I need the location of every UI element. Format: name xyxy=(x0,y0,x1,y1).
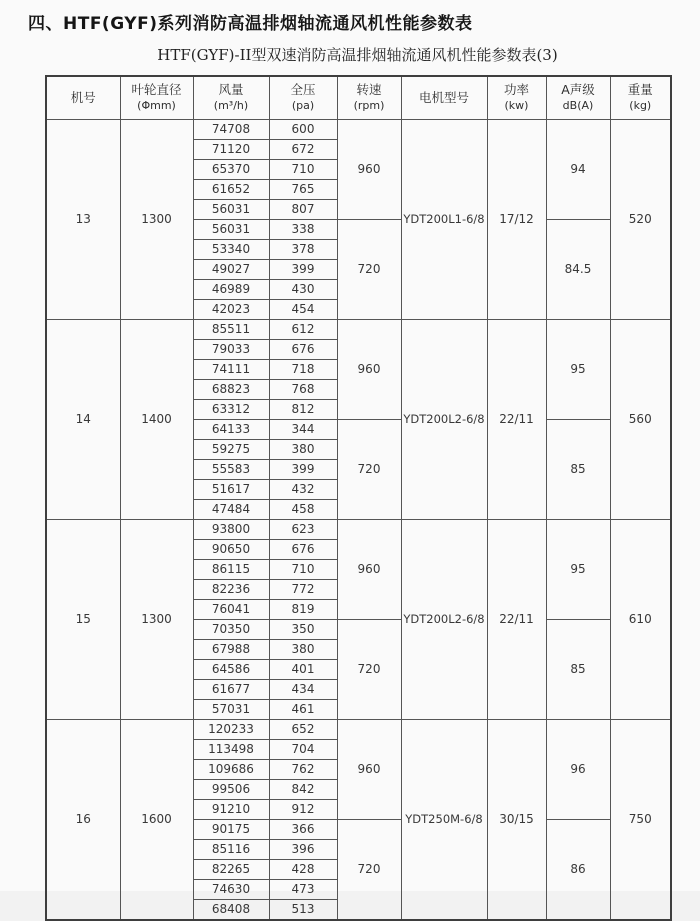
cell-air-volume: 85511 xyxy=(193,319,269,339)
cell-air-volume: 93800 xyxy=(193,519,269,539)
table-row xyxy=(46,119,671,139)
cell-air-volume: 99506 xyxy=(193,779,269,799)
column-label-speed: 转速 xyxy=(356,82,382,98)
cell-air-volume: 61652 xyxy=(193,179,269,199)
page-title: 四、HTF(GYF)系列消防高温排烟轴流通风机性能参数表 xyxy=(28,14,473,34)
cell-speed: 720 xyxy=(337,819,401,920)
cell-air-volume: 90650 xyxy=(193,539,269,559)
column-label-air-volume: 风量 xyxy=(218,82,244,98)
cell-total-pressure: 718 xyxy=(269,359,337,379)
cell-motor-model: YDT200L2-6/8 xyxy=(401,319,487,519)
cell-air-volume: 61677 xyxy=(193,679,269,699)
cell-total-pressure: 434 xyxy=(269,679,337,699)
column-header-total-pressure xyxy=(269,76,337,119)
cell-air-volume: 57031 xyxy=(193,699,269,719)
column-header-machine-no xyxy=(46,76,120,119)
cell-total-pressure: 401 xyxy=(269,659,337,679)
cell-speed: 960 xyxy=(337,519,401,619)
cell-air-volume: 56031 xyxy=(193,199,269,219)
column-unit-air-volume: (m³/h) xyxy=(213,98,249,112)
cell-air-volume: 76041 xyxy=(193,599,269,619)
column-header-power xyxy=(487,76,546,119)
cell-motor-model: YDT200L2-6/8 xyxy=(401,519,487,719)
cell-total-pressure: 350 xyxy=(269,619,337,639)
column-label-power: 功率 xyxy=(503,82,529,98)
cell-noise-level: 94 xyxy=(546,119,610,219)
cell-impeller-diameter: 1300 xyxy=(120,119,193,319)
cell-total-pressure: 344 xyxy=(269,419,337,439)
cell-total-pressure: 819 xyxy=(269,599,337,619)
cell-total-pressure: 432 xyxy=(269,479,337,499)
cell-impeller-diameter: 1600 xyxy=(120,719,193,920)
cell-total-pressure: 454 xyxy=(269,299,337,319)
table-row xyxy=(46,719,671,739)
cell-total-pressure: 676 xyxy=(269,339,337,359)
table-body xyxy=(46,119,671,920)
cell-speed: 720 xyxy=(337,219,401,319)
cell-air-volume: 56031 xyxy=(193,219,269,239)
table-row xyxy=(46,319,671,339)
cell-noise-level: 85 xyxy=(546,419,610,519)
column-unit-weight: (kg) xyxy=(629,98,652,112)
cell-air-volume: 68823 xyxy=(193,379,269,399)
cell-noise-level: 95 xyxy=(546,319,610,419)
column-unit-speed: (rpm) xyxy=(353,98,385,112)
cell-total-pressure: 430 xyxy=(269,279,337,299)
cell-air-volume: 109686 xyxy=(193,759,269,779)
cell-power: 17/12 xyxy=(487,119,546,319)
cell-weight: 520 xyxy=(610,119,671,319)
cell-total-pressure: 765 xyxy=(269,179,337,199)
cell-noise-level: 86 xyxy=(546,819,610,920)
cell-air-volume: 49027 xyxy=(193,259,269,279)
cell-air-volume: 90175 xyxy=(193,819,269,839)
cell-air-volume: 85116 xyxy=(193,839,269,859)
cell-speed: 960 xyxy=(337,719,401,819)
cell-power: 30/15 xyxy=(487,719,546,920)
cell-air-volume: 68408 xyxy=(193,899,269,920)
column-header-impeller-diameter xyxy=(120,76,193,119)
cell-power: 22/11 xyxy=(487,519,546,719)
cell-weight: 750 xyxy=(610,719,671,920)
table-header-row xyxy=(46,76,671,119)
cell-speed: 960 xyxy=(337,319,401,419)
cell-impeller-diameter: 1300 xyxy=(120,519,193,719)
cell-air-volume: 74111 xyxy=(193,359,269,379)
cell-total-pressure: 473 xyxy=(269,879,337,899)
column-label-impeller-diameter: 叶轮直径 xyxy=(131,82,182,98)
cell-noise-level: 84.5 xyxy=(546,219,610,319)
cell-total-pressure: 338 xyxy=(269,219,337,239)
cell-total-pressure: 772 xyxy=(269,579,337,599)
cell-total-pressure: 380 xyxy=(269,439,337,459)
cell-total-pressure: 912 xyxy=(269,799,337,819)
cell-air-volume: 55583 xyxy=(193,459,269,479)
cell-air-volume: 46989 xyxy=(193,279,269,299)
cell-air-volume: 74708 xyxy=(193,119,269,139)
cell-total-pressure: 623 xyxy=(269,519,337,539)
cell-total-pressure: 842 xyxy=(269,779,337,799)
cell-machine-no: 15 xyxy=(46,519,120,719)
column-label-motor-model: 电机型号 xyxy=(418,89,469,105)
cell-total-pressure: 380 xyxy=(269,639,337,659)
cell-total-pressure: 396 xyxy=(269,839,337,859)
cell-total-pressure: 807 xyxy=(269,199,337,219)
column-label-machine-no: 机号 xyxy=(70,89,96,105)
cell-total-pressure: 612 xyxy=(269,319,337,339)
cell-air-volume: 42023 xyxy=(193,299,269,319)
cell-air-volume: 47484 xyxy=(193,499,269,519)
column-header-weight xyxy=(610,76,671,119)
column-unit-impeller-diameter: (Φmm) xyxy=(137,98,176,112)
cell-weight: 560 xyxy=(610,319,671,519)
cell-air-volume: 113498 xyxy=(193,739,269,759)
cell-air-volume: 53340 xyxy=(193,239,269,259)
cell-total-pressure: 672 xyxy=(269,139,337,159)
cell-total-pressure: 399 xyxy=(269,259,337,279)
cell-air-volume: 67988 xyxy=(193,639,269,659)
cell-total-pressure: 704 xyxy=(269,739,337,759)
cell-air-volume: 91210 xyxy=(193,799,269,819)
cell-machine-no: 14 xyxy=(46,319,120,519)
cell-machine-no: 13 xyxy=(46,119,120,319)
cell-noise-level: 95 xyxy=(546,519,610,619)
cell-impeller-diameter: 1400 xyxy=(120,319,193,519)
column-unit-total-pressure: (pa) xyxy=(291,98,315,112)
column-label-noise-level: A声级 xyxy=(561,82,595,98)
cell-weight: 610 xyxy=(610,519,671,719)
cell-total-pressure: 399 xyxy=(269,459,337,479)
column-header-motor-model xyxy=(401,76,487,119)
cell-total-pressure: 768 xyxy=(269,379,337,399)
cell-air-volume: 79033 xyxy=(193,339,269,359)
cell-speed: 960 xyxy=(337,119,401,219)
cell-total-pressure: 676 xyxy=(269,539,337,559)
column-label-total-pressure: 全压 xyxy=(290,82,316,98)
cell-total-pressure: 513 xyxy=(269,899,337,920)
cell-air-volume: 51617 xyxy=(193,479,269,499)
cell-speed: 720 xyxy=(337,619,401,719)
column-header-noise-level xyxy=(546,76,610,119)
cell-total-pressure: 461 xyxy=(269,699,337,719)
column-unit-power: (kw) xyxy=(504,98,529,112)
cell-machine-no: 16 xyxy=(46,719,120,920)
cell-air-volume: 65370 xyxy=(193,159,269,179)
cell-air-volume: 64133 xyxy=(193,419,269,439)
cell-air-volume: 63312 xyxy=(193,399,269,419)
cell-noise-level: 85 xyxy=(546,619,610,719)
cell-total-pressure: 428 xyxy=(269,859,337,879)
fan-performance-table xyxy=(45,75,672,921)
cell-total-pressure: 600 xyxy=(269,119,337,139)
cell-air-volume: 82236 xyxy=(193,579,269,599)
cell-total-pressure: 812 xyxy=(269,399,337,419)
column-header-speed xyxy=(337,76,401,119)
cell-total-pressure: 458 xyxy=(269,499,337,519)
cell-total-pressure: 710 xyxy=(269,159,337,179)
header-row xyxy=(46,76,671,119)
cell-power: 22/11 xyxy=(487,319,546,519)
table-subtitle: HTF(GYF)-II型双速消防高温排烟轴流通风机性能参数表(3) xyxy=(157,46,558,64)
cell-noise-level: 96 xyxy=(546,719,610,819)
column-unit-noise-level: dB(A) xyxy=(562,98,594,112)
cell-total-pressure: 366 xyxy=(269,819,337,839)
cell-motor-model: YDT250M-6/8 xyxy=(401,719,487,920)
column-label-weight: 重量 xyxy=(627,82,653,98)
column-header-air-volume xyxy=(193,76,269,119)
cell-total-pressure: 762 xyxy=(269,759,337,779)
cell-air-volume: 71120 xyxy=(193,139,269,159)
cell-air-volume: 64586 xyxy=(193,659,269,679)
cell-total-pressure: 652 xyxy=(269,719,337,739)
cell-air-volume: 70350 xyxy=(193,619,269,639)
cell-speed: 720 xyxy=(337,419,401,519)
cell-air-volume: 82265 xyxy=(193,859,269,879)
cell-air-volume: 59275 xyxy=(193,439,269,459)
cell-total-pressure: 710 xyxy=(269,559,337,579)
cell-air-volume: 120233 xyxy=(193,719,269,739)
cell-total-pressure: 378 xyxy=(269,239,337,259)
cell-air-volume: 86115 xyxy=(193,559,269,579)
table-row xyxy=(46,519,671,539)
cell-air-volume: 74630 xyxy=(193,879,269,899)
cell-motor-model: YDT200L1-6/8 xyxy=(401,119,487,319)
